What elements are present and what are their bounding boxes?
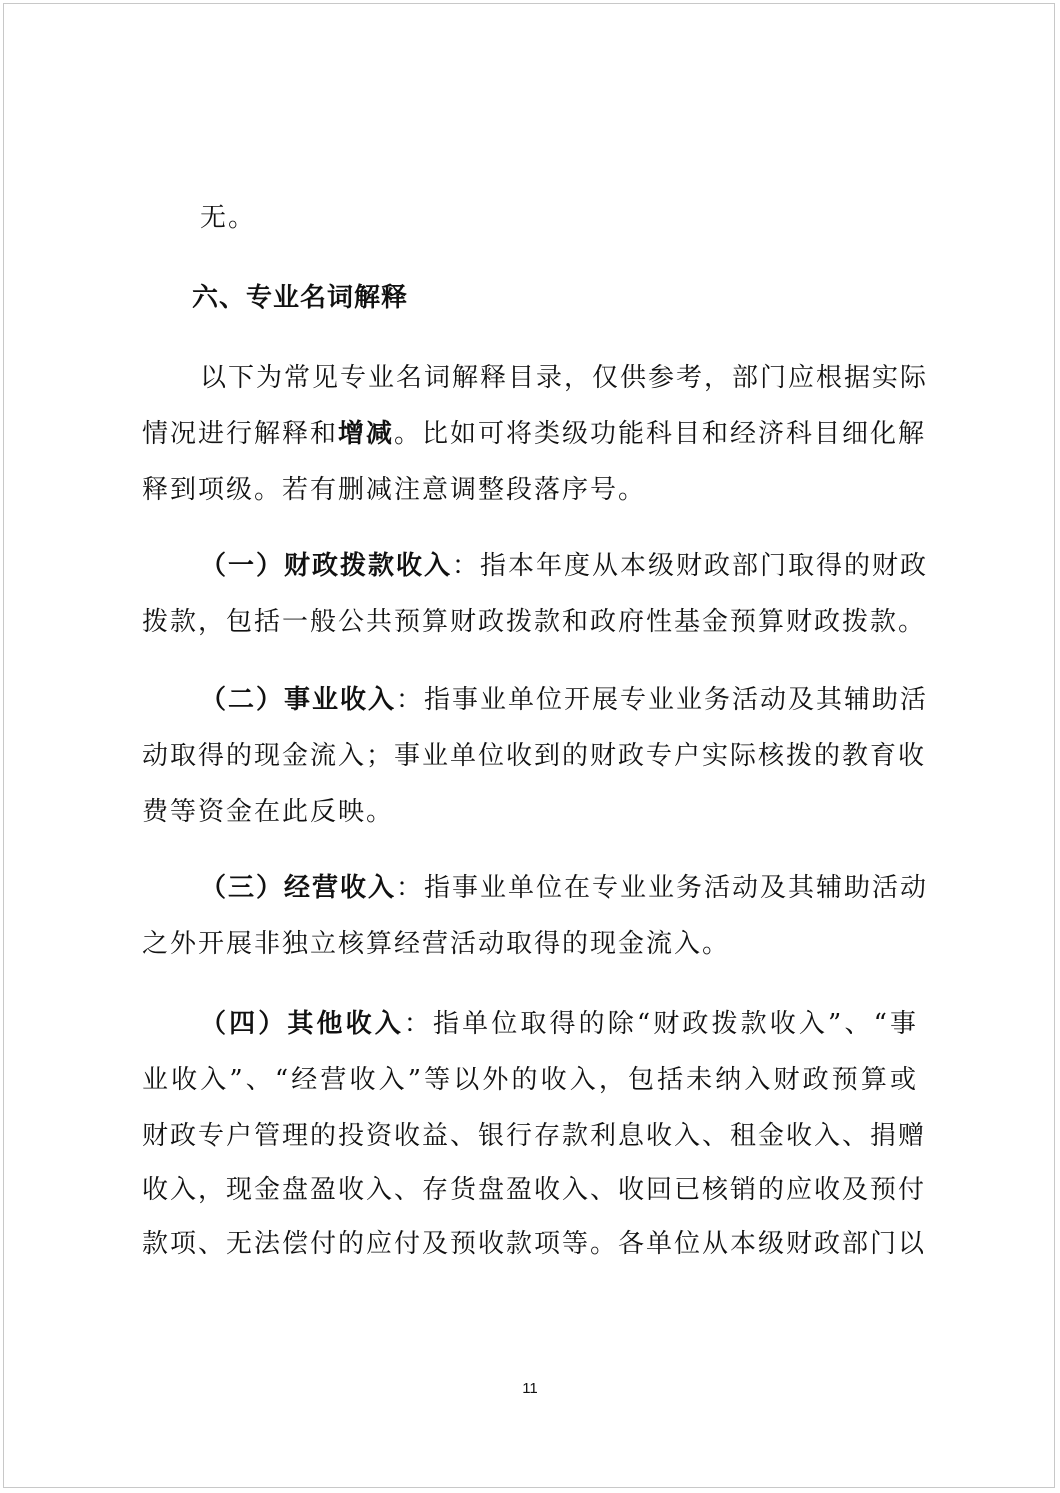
term-4-line-1: （四）其他收入：指单位取得的除“财政拨款收入”、“事	[200, 1009, 918, 1039]
term-4-title: （四）其他收入	[200, 1009, 404, 1039]
term-3-line-2: 之外开展非独立核算经营活动取得的现金流入。	[142, 929, 731, 959]
term-1-line-1: （一）财政拨款收入：指本年度从本级财政部门取得的财政	[200, 551, 929, 581]
top-line: 无。	[200, 203, 257, 233]
term-2-line-2: 动取得的现金流入；事业单位收到的财政专户实际核拨的教育收	[142, 741, 927, 771]
term-3-line-1: （三）经营收入：指事业单位在专业业务活动及其辅助活动	[200, 873, 929, 903]
term-3-title: （三）经营收入	[200, 873, 397, 903]
term-1-title: （一）财政拨款收入	[200, 551, 453, 581]
term-2-title: （二）事业收入	[200, 685, 397, 715]
term-2-line-1: （二）事业收入：指事业单位开展专业业务活动及其辅助活	[200, 685, 929, 715]
intro-line-2: 情况进行解释和增减。比如可将类级功能科目和经济科目细化解	[142, 419, 927, 449]
term-1-line-2: 拨款，包括一般公共预算财政拨款和政府性基金预算财政拨款。	[142, 607, 927, 637]
term-4-line-4: 收入，现金盘盈收入、存货盘盈收入、收回已核销的应收及预付	[142, 1175, 927, 1205]
intro-line-1: 以下为常见专业名词解释目录，仅供参考，部门应根据实际	[200, 363, 929, 393]
intro-bold-word: 增减	[338, 419, 395, 449]
term-4-line-5: 款项、无法偿付的应付及预收款项等。各单位从本级财政部门以	[142, 1229, 927, 1259]
page-number: 11	[522, 1380, 538, 1397]
section-heading: 六、专业名词解释	[192, 283, 409, 313]
intro-line-3: 释到项级。若有删减注意调整段落序号。	[142, 475, 647, 505]
term-4-line-3: 财政专户管理的投资收益、银行存款利息收入、租金收入、捐赠	[142, 1121, 927, 1151]
term-2-line-3: 费等资金在此反映。	[142, 797, 395, 827]
term-4-line-2: 业收入”、“经营收入”等以外的收入，包括未纳入财政预算或	[142, 1065, 918, 1095]
